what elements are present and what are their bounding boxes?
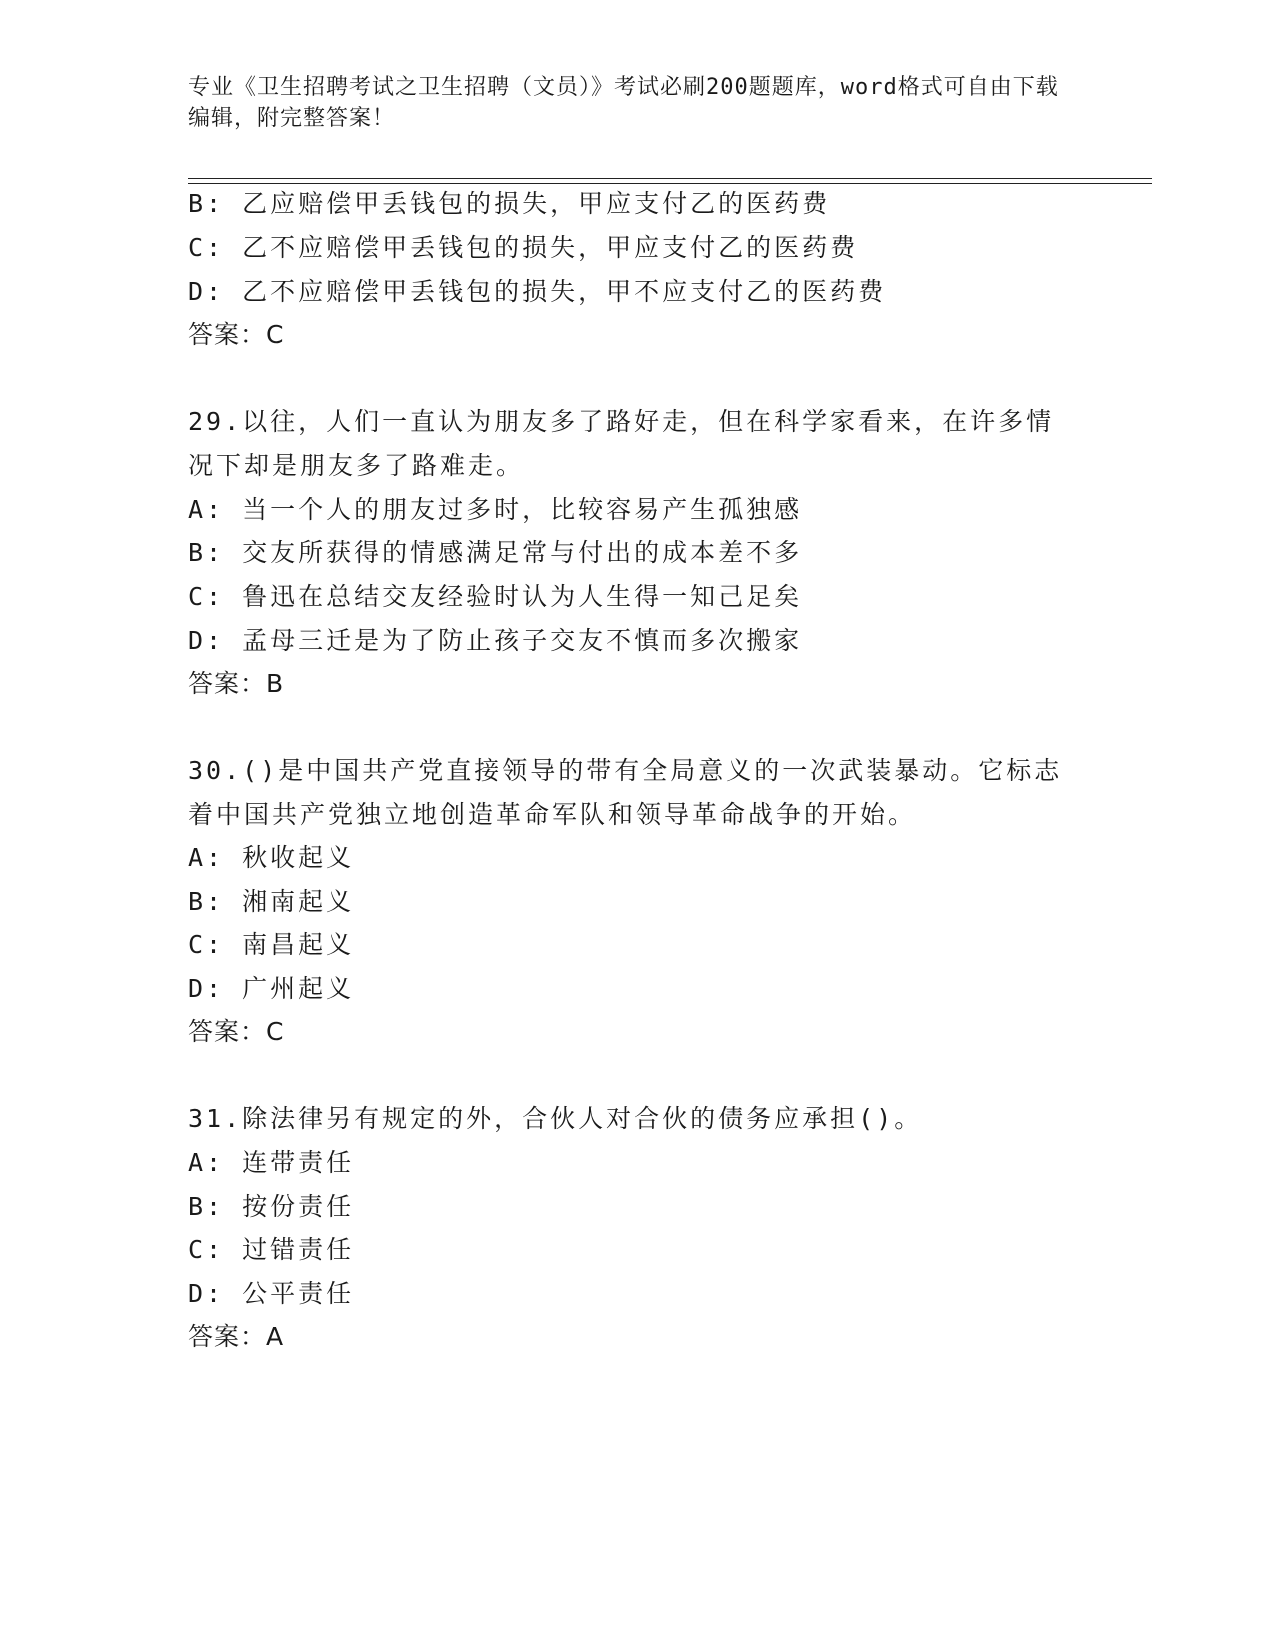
q31-option-a: A: 连带责任	[188, 1148, 355, 1177]
q30-stem-line-1: 30.()是中国共产党直接领导的带有全局意义的一次武装暴动。它标志	[188, 756, 1063, 785]
header-divider-top	[188, 178, 1152, 179]
q29-option-c: C: 鲁迅在总结交友经验时认为人生得一知己足矣	[188, 582, 803, 611]
header-divider-bottom	[188, 183, 1152, 184]
q30-option-a: A: 秋收起义	[188, 843, 355, 872]
q28-option-c: C: 乙不应赔偿甲丢钱包的损失，甲应支付乙的医药费	[188, 233, 859, 262]
q29-answer: 答案：B	[188, 669, 285, 698]
q31-option-d: D: 公平责任	[188, 1279, 355, 1308]
q29-option-b: B: 交友所获得的情感满足常与付出的成本差不多	[188, 538, 803, 567]
q31-answer: 答案：A	[188, 1322, 285, 1351]
q30-option-c: C: 南昌起义	[188, 930, 355, 959]
q28-option-b: B: 乙应赔偿甲丢钱包的损失，甲应支付乙的医药费	[188, 189, 831, 218]
q29-stem-line-1: 29.以往，人们一直认为朋友多了路好走，但在科学家看来，在许多情	[188, 407, 1055, 436]
q29-stem-line-2: 况下却是朋友多了路难走。	[188, 451, 525, 480]
q31-stem-line-1: 31.除法律另有规定的外，合伙人对合伙的债务应承担()。	[188, 1104, 923, 1133]
q29-option-a: A: 当一个人的朋友过多时，比较容易产生孤独感	[188, 495, 803, 524]
document-header: 专业《卫生招聘考试之卫生招聘（文员）》考试必刷200题题库，word格式可自由下载编辑，附完整答案！	[188, 75, 1059, 131]
q30-answer: 答案：C	[188, 1017, 285, 1046]
q28-answer: 答案：C	[188, 320, 285, 349]
q30-stem-line-2: 着中国共产党独立地创造革命军队和领导革命战争的开始。	[188, 800, 917, 829]
q30-option-d: D: 广州起义	[188, 974, 355, 1003]
q30-option-b: B: 湘南起义	[188, 887, 355, 916]
q29-option-d: D: 孟母三迁是为了防止孩子交友不慎而多次搬家	[188, 626, 803, 655]
q31-option-c: C: 过错责任	[188, 1235, 355, 1264]
q31-option-b: B: 按份责任	[188, 1192, 355, 1221]
q28-option-d: D: 乙不应赔偿甲丢钱包的损失，甲不应支付乙的医药费	[188, 277, 887, 306]
